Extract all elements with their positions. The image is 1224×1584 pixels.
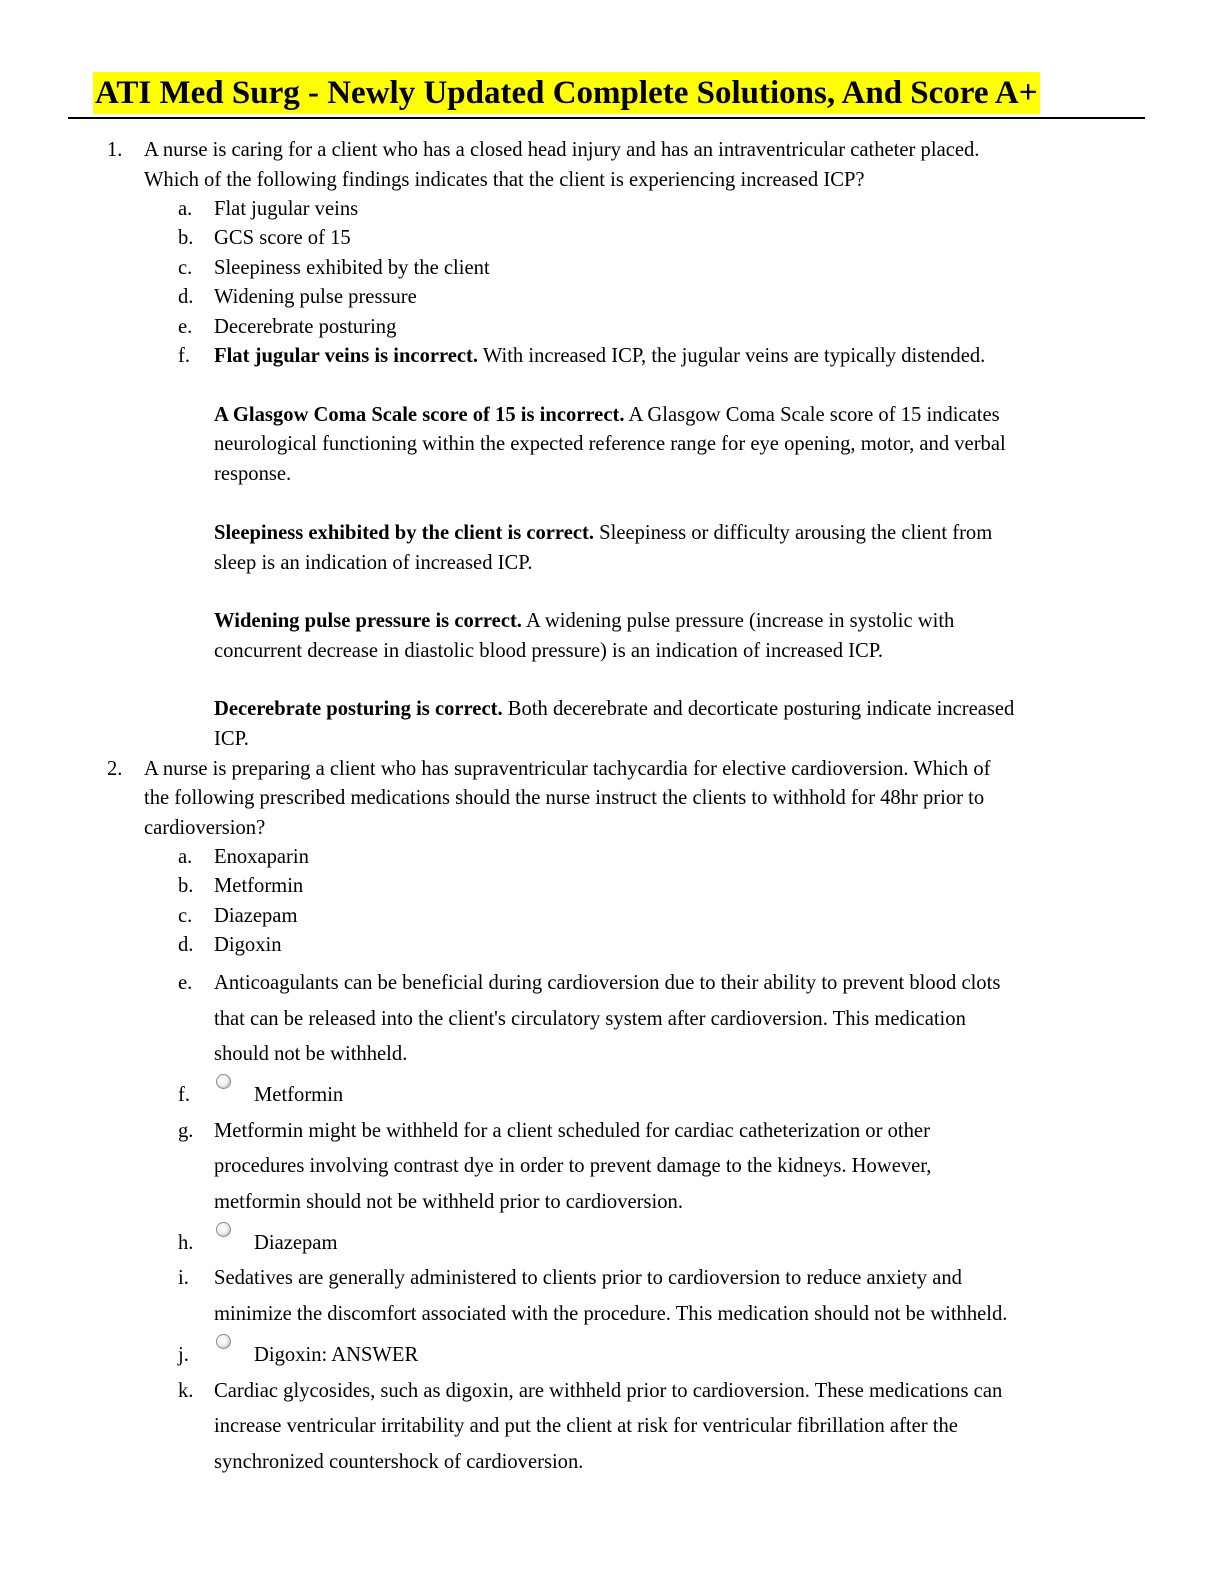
q1-rationale-2-text: A Glasgow Coma Scale score of 15 indicates xyxy=(624,404,1000,426)
q2-option-b-mark: b. xyxy=(178,875,194,897)
q1-rationale-1-text: With increased ICP, the jugular veins are typically distended. xyxy=(478,345,986,367)
q1-rationale-4-bold: Widening pulse pressure is correct. xyxy=(214,610,522,632)
q1-rationale-2-bold: A Glasgow Coma Scale score of 15 is incorrect. xyxy=(214,404,625,426)
q2-item-g-mark: g. xyxy=(178,1120,194,1142)
q1-option-b-mark: b. xyxy=(178,227,194,249)
q1-option-a-text: Flat jugular veins xyxy=(214,198,359,220)
q1-rationale-1-bold: Flat jugular veins is incorrect. xyxy=(214,345,479,367)
q1-rationale-5-text: Both decerebrate and decorticate posturing indicate increased xyxy=(502,698,1015,720)
q2-option-d-mark: d. xyxy=(178,934,194,956)
q1-rationale-4-text: A widening pulse pressure (increase in systolic with xyxy=(521,610,955,632)
q1-option-a-mark: a. xyxy=(178,198,193,220)
q1-option-c-text: Sleepiness exhibited by the client xyxy=(214,257,490,279)
question-2-text-line-3: cardioversion? xyxy=(144,817,266,839)
q2-option-b-text: Metformin xyxy=(214,875,304,897)
radio-button-icon[interactable] xyxy=(216,1074,231,1089)
q1-rationale-5-bold: Decerebrate posturing is correct. xyxy=(214,698,503,720)
q2-option-a-mark: a. xyxy=(178,846,193,868)
q2-item-i-line-2: minimize the discomfort associated with the procedure. This medication should not be withheld. xyxy=(214,1303,1008,1325)
q2-item-k-line-2: increase ventricular irritability and put the client at risk for ventricular fibrillation after the xyxy=(214,1415,958,1437)
q1-rationale-4-line-2: concurrent decrease in diastolic blood pressure) is an indication of increased ICP. xyxy=(214,640,884,662)
q2-option-a-text: Enoxaparin xyxy=(214,846,309,868)
q1-option-c-mark: c. xyxy=(178,257,193,279)
q2-item-k-mark: k. xyxy=(178,1380,194,1402)
q1-rationale-2-line-3: response. xyxy=(214,463,292,485)
q1-rationale-3-bold: Sleepiness exhibited by the client is correct. xyxy=(214,522,594,544)
q1-rationale-2-line-2: neurological functioning within the expected reference range for eye opening, motor, and verbal xyxy=(214,433,1006,455)
radio-button-icon[interactable] xyxy=(216,1334,231,1349)
title-underline xyxy=(68,117,1145,119)
q2-item-f-text: Metformin xyxy=(254,1084,344,1106)
question-1-text-line-2: Which of the following findings indicates that the client is experiencing increased ICP? xyxy=(144,169,865,191)
q2-item-e-line-2: that can be released into the client's circulatory system after cardioversion. This medication xyxy=(214,1008,966,1030)
q2-item-g-line-3: metformin should not be withheld prior to cardioversion. xyxy=(214,1191,683,1213)
q1-rationale-3-line-2: sleep is an indication of increased ICP. xyxy=(214,552,533,574)
q2-item-e-mark: e. xyxy=(178,972,193,994)
q2-option-d-text: Digoxin xyxy=(214,934,282,956)
q2-item-h-mark: h. xyxy=(178,1232,194,1254)
question-2-text-line-1: A nurse is preparing a client who has supraventricular tachycardia for elective cardioversion. Which of xyxy=(144,758,991,780)
q2-item-f-mark: f. xyxy=(178,1084,191,1106)
q2-item-e-line-3: should not be withheld. xyxy=(214,1043,408,1065)
q1-rationale-3 xyxy=(214,523,992,544)
q2-item-k-line-3: synchronized countershock of cardioversion. xyxy=(214,1451,584,1473)
q1-option-e-text: Decerebrate posturing xyxy=(214,316,397,338)
q2-item-g-line-2: procedures involving contrast dye in order to prevent damage to the kidneys. However, xyxy=(214,1155,932,1177)
q2-option-c-text: Diazepam xyxy=(214,905,298,927)
q1-option-b-text: GCS score of 15 xyxy=(214,227,351,249)
q2-item-e-line-1: Anticoagulants can be beneficial during cardioversion due to their ability to prevent blood clots xyxy=(214,972,1001,994)
q2-item-k-line-1: Cardiac glycosides, such as digoxin, are withheld prior to cardioversion. These medications can xyxy=(214,1380,1003,1402)
document-title: ATI Med Surg - Newly Updated Complete Solutions, And Score A+ xyxy=(93,72,1040,114)
q2-item-j-text: Digoxin: ANSWER xyxy=(254,1344,419,1366)
q2-item-j-mark: j. xyxy=(178,1344,189,1366)
q1-option-d-mark: d. xyxy=(178,286,194,308)
q1-option-e-mark: e. xyxy=(178,316,193,338)
q1-rationale-2 xyxy=(214,405,1000,426)
q1-option-d-text: Widening pulse pressure xyxy=(214,286,417,308)
q1-rationale-4 xyxy=(214,611,954,632)
q2-item-i-mark: i. xyxy=(178,1267,189,1289)
q2-item-h-text: Diazepam xyxy=(254,1232,338,1254)
q2-option-c-mark: c. xyxy=(178,905,193,927)
question-2-number: 2. xyxy=(107,758,123,780)
q2-item-i-line-1: Sedatives are generally administered to clients prior to cardioversion to reduce anxiety and xyxy=(214,1267,962,1289)
question-1-text-line-1: A nurse is caring for a client who has a closed head injury and has an intraventricular catheter placed. xyxy=(144,139,980,161)
question-2-text-line-2: the following prescribed medications should the nurse instruct the clients to withhold for 48hr prior to xyxy=(144,787,985,809)
q2-item-g-line-1: Metformin might be withheld for a client scheduled for cardiac catheterization or other xyxy=(214,1120,930,1142)
q1-rationale-3-text: Sleepiness or difficulty arousing the client from xyxy=(594,522,993,544)
q1-rationale-1 xyxy=(214,346,985,367)
q1-rationale-5 xyxy=(214,699,1014,720)
q1-rationale-5-line-2: ICP. xyxy=(214,728,249,750)
question-1-number: 1. xyxy=(107,139,123,161)
q1-rationale-mark: f. xyxy=(178,345,191,367)
radio-button-icon[interactable] xyxy=(216,1222,231,1237)
